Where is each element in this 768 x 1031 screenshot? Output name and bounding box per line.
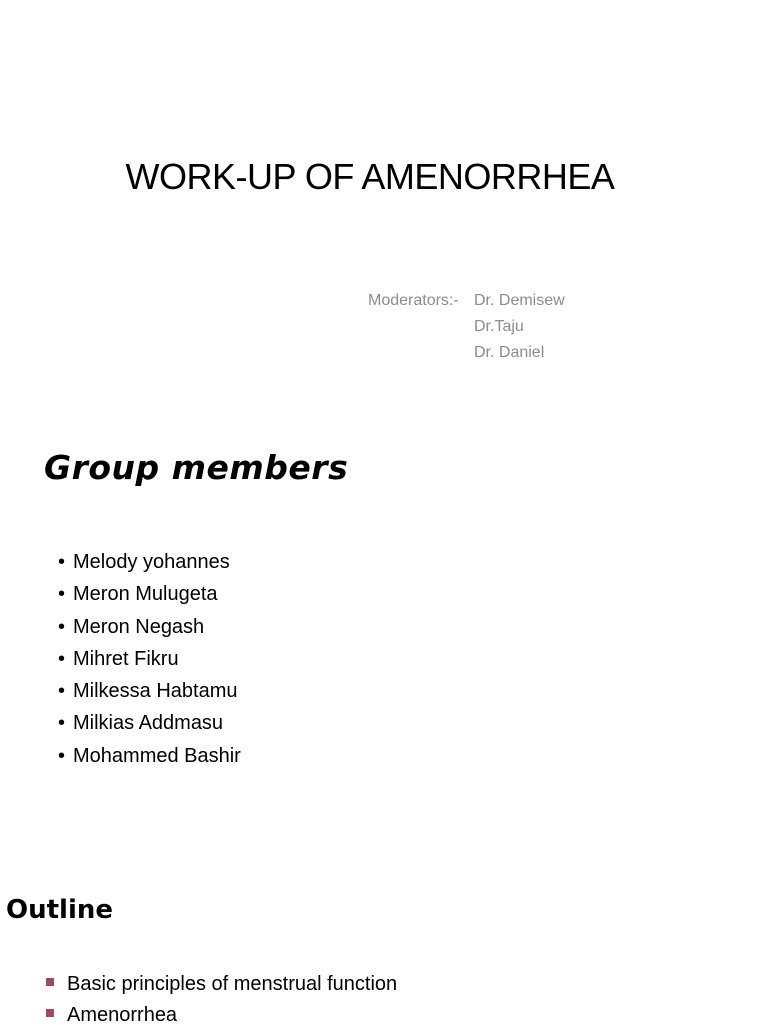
group-members-heading: Group members	[44, 448, 349, 487]
presentation-title: WORK-UP OF AMENORRHEA	[125, 156, 615, 197]
list-item	[58, 643, 241, 675]
outline-slide	[0, 862, 768, 1024]
list-item	[58, 675, 241, 707]
outline-heading: Outline	[6, 895, 114, 925]
bullet-icon: •	[58, 712, 66, 735]
moderator-name: Dr. Daniel	[474, 344, 545, 361]
list-item	[58, 611, 241, 643]
member-name: Meron Mulugeta	[73, 583, 218, 606]
square-bullet-icon	[46, 978, 54, 986]
moderator-name: Dr.Taju	[474, 318, 524, 335]
list-item	[58, 707, 241, 739]
bullet-icon: •	[58, 583, 66, 606]
list-item	[46, 1000, 397, 1031]
list-item	[58, 578, 241, 610]
bullet-icon: •	[58, 680, 66, 703]
member-name: Milkias Addmasu	[73, 712, 224, 735]
title-slide	[0, 0, 768, 400]
outline-list	[46, 969, 397, 1031]
member-name: Mohammed Bashir	[73, 744, 241, 767]
member-name: Mihret Fikru	[73, 647, 179, 670]
outline-item-label: Amenorrhea	[67, 1004, 178, 1026]
bullet-icon: •	[58, 615, 66, 638]
outline-item-label: Basic principles of menstrual function	[67, 973, 398, 995]
bullet-icon: •	[58, 551, 66, 573]
member-name: Meron Negash	[73, 615, 205, 638]
list-item	[58, 740, 241, 772]
moderators-label: Moderators:-	[368, 292, 459, 309]
moderators-block	[368, 288, 565, 366]
moderator-row	[368, 314, 565, 340]
moderator-name: Dr. Demisew	[474, 292, 565, 309]
member-name: Milkessa Habtamu	[73, 680, 238, 703]
list-item	[46, 969, 397, 1000]
bullet-icon: •	[58, 744, 66, 767]
member-name: Melody yohannes	[73, 551, 230, 573]
list-item	[58, 546, 241, 578]
moderator-row	[368, 288, 565, 314]
bullet-icon: •	[58, 647, 66, 670]
member-list	[58, 546, 241, 772]
group-members-slide	[0, 412, 768, 832]
moderator-row	[368, 340, 565, 366]
square-bullet-icon	[46, 1009, 54, 1017]
